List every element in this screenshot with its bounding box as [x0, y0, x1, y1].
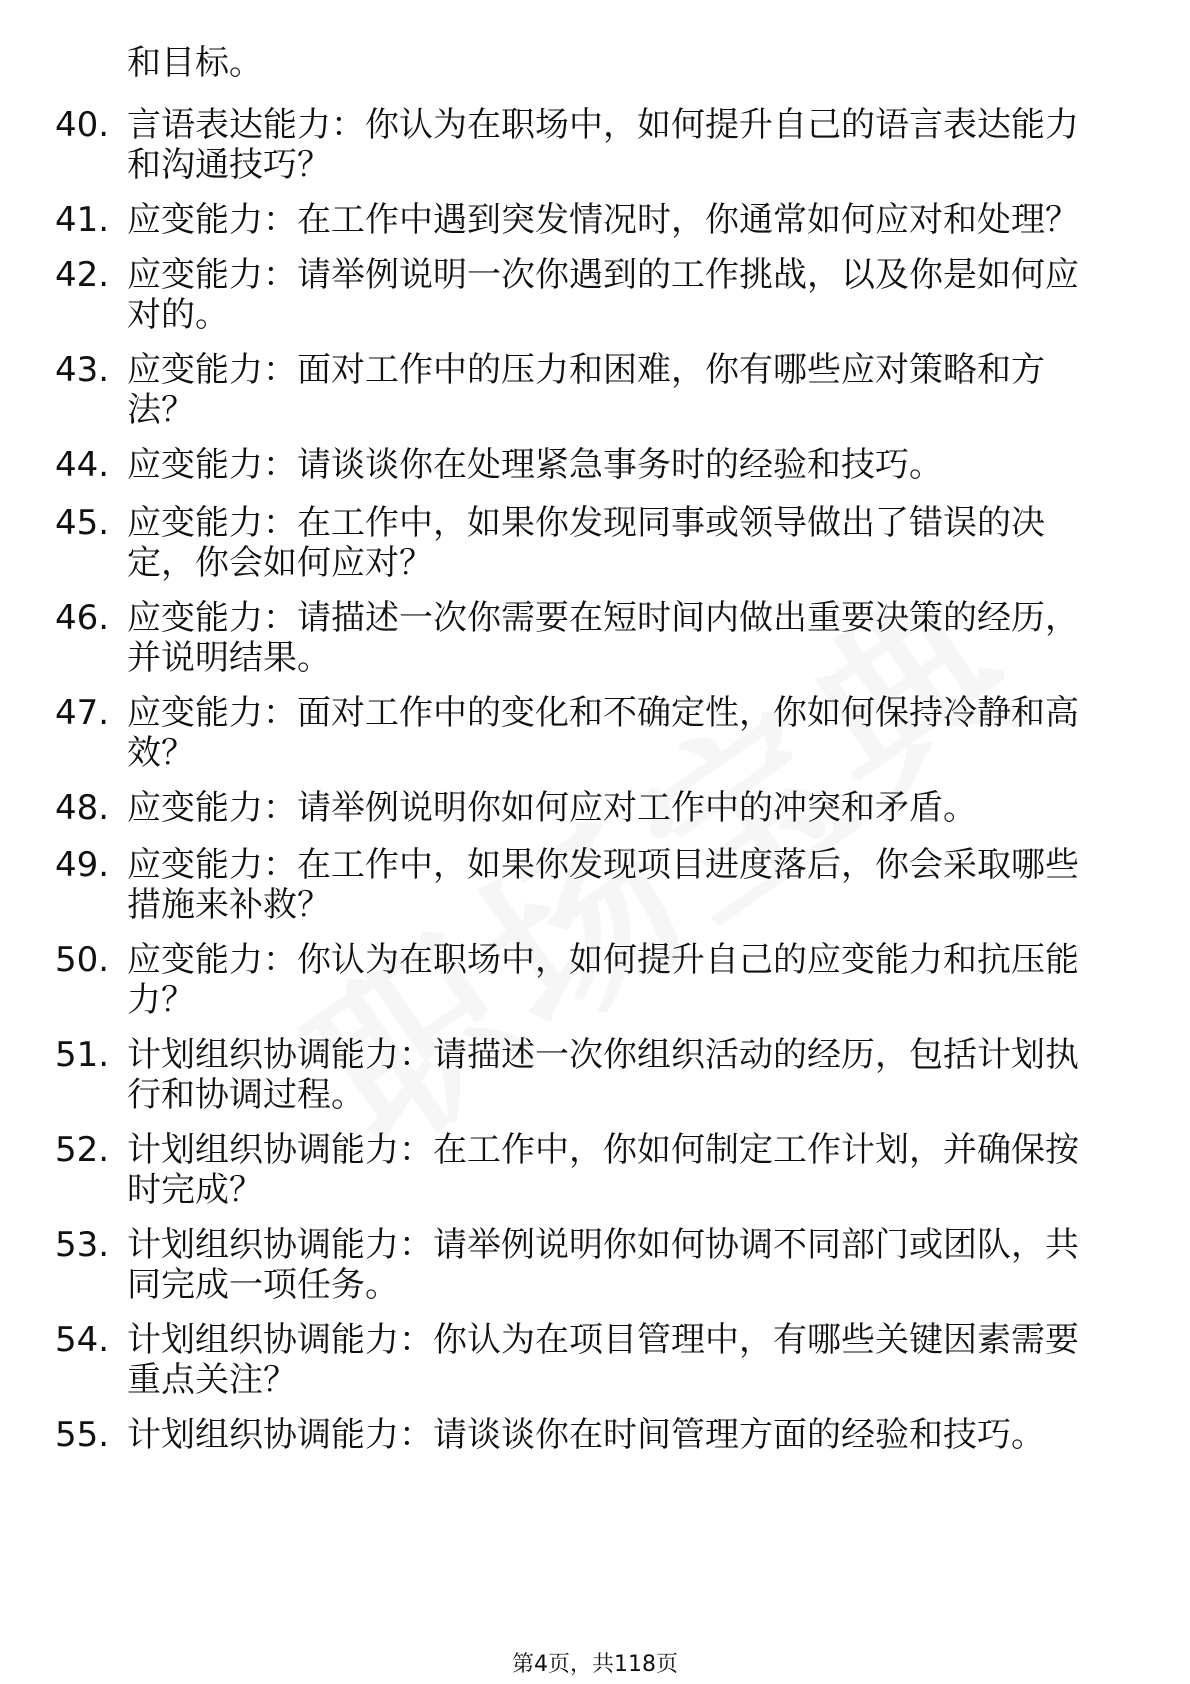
item-number: 51. — [55, 1035, 110, 1075]
item-number: 46. — [55, 598, 110, 638]
item-number: 50. — [55, 940, 110, 980]
list-item — [55, 788, 1115, 828]
item-number: 55. — [55, 1415, 110, 1455]
list-item — [55, 1320, 1115, 1400]
item-text: 应变能力：在工作中，如果你发现同事或领导做出了错误的决定，你会如何应对？ — [127, 503, 1045, 583]
item-text: 应变能力：在工作中遇到突发情况时，你通常如何应对和处理？ — [127, 200, 1079, 240]
list-item — [55, 598, 1115, 678]
item-text: 计划组织协调能力：请描述一次你组织活动的经历，包括计划执行和协调过程。 — [127, 1035, 1079, 1115]
item-text: 计划组织协调能力：你认为在项目管理中，有哪些关键因素需要重点关注？ — [127, 1320, 1079, 1400]
list-item — [55, 105, 1115, 185]
item-number: 53. — [55, 1225, 110, 1265]
list-item — [55, 693, 1115, 773]
list-item — [55, 255, 1115, 335]
item-number: 47. — [55, 693, 110, 733]
list-item — [55, 845, 1115, 925]
item-text: 应变能力：请谈谈你在处理紧急事务时的经验和技巧。 — [127, 445, 943, 485]
list-item — [55, 1225, 1115, 1305]
item-number: 42. — [55, 255, 110, 295]
item-text: 计划组织协调能力：在工作中，你如何制定工作计划，并确保按时完成？ — [127, 1130, 1079, 1210]
list-item — [55, 1035, 1115, 1115]
item-text: 计划组织协调能力：请谈谈你在时间管理方面的经验和技巧。 — [127, 1415, 1045, 1455]
page-footer: 第4页，共118页 — [512, 1652, 678, 1677]
list-item — [55, 503, 1115, 583]
item-number: 52. — [55, 1130, 110, 1170]
item-number: 49. — [55, 845, 110, 885]
item-number: 41. — [55, 200, 110, 240]
item-number: 48. — [55, 788, 110, 828]
list-item — [55, 200, 1115, 240]
item-number: 44. — [55, 445, 110, 485]
continuation-text: 和目标。 — [127, 43, 263, 83]
item-text: 言语表达能力：你认为在职场中，如何提升自己的语言表达能力和沟通技巧？ — [127, 105, 1079, 185]
item-text: 应变能力：请举例说明一次你遇到的工作挑战，以及你是如何应对的。 — [127, 255, 1079, 335]
item-number: 54. — [55, 1320, 110, 1360]
list-item — [55, 940, 1115, 1020]
list-item — [55, 1130, 1115, 1210]
item-number: 45. — [55, 503, 110, 543]
item-text: 计划组织协调能力：请举例说明你如何协调不同部门或团队，共同完成一项任务。 — [127, 1225, 1079, 1305]
list-item — [55, 1415, 1115, 1455]
item-text: 应变能力：请描述一次你需要在短时间内做出重要决策的经历，并说明结果。 — [127, 598, 1079, 678]
item-text: 应变能力：在工作中，如果你发现项目进度落后，你会采取哪些措施来补救？ — [127, 845, 1079, 925]
item-text: 应变能力：请举例说明你如何应对工作中的冲突和矛盾。 — [127, 788, 977, 828]
item-number: 40. — [55, 105, 110, 145]
list-item — [55, 445, 1115, 485]
item-text: 应变能力：面对工作中的压力和困难，你有哪些应对策略和方法？ — [127, 350, 1045, 430]
item-text: 应变能力：面对工作中的变化和不确定性，你如何保持冷静和高效？ — [127, 693, 1079, 773]
item-text: 应变能力：你认为在职场中，如何提升自己的应变能力和抗压能力？ — [127, 940, 1079, 1020]
item-number: 43. — [55, 350, 110, 390]
list-item — [55, 350, 1115, 430]
